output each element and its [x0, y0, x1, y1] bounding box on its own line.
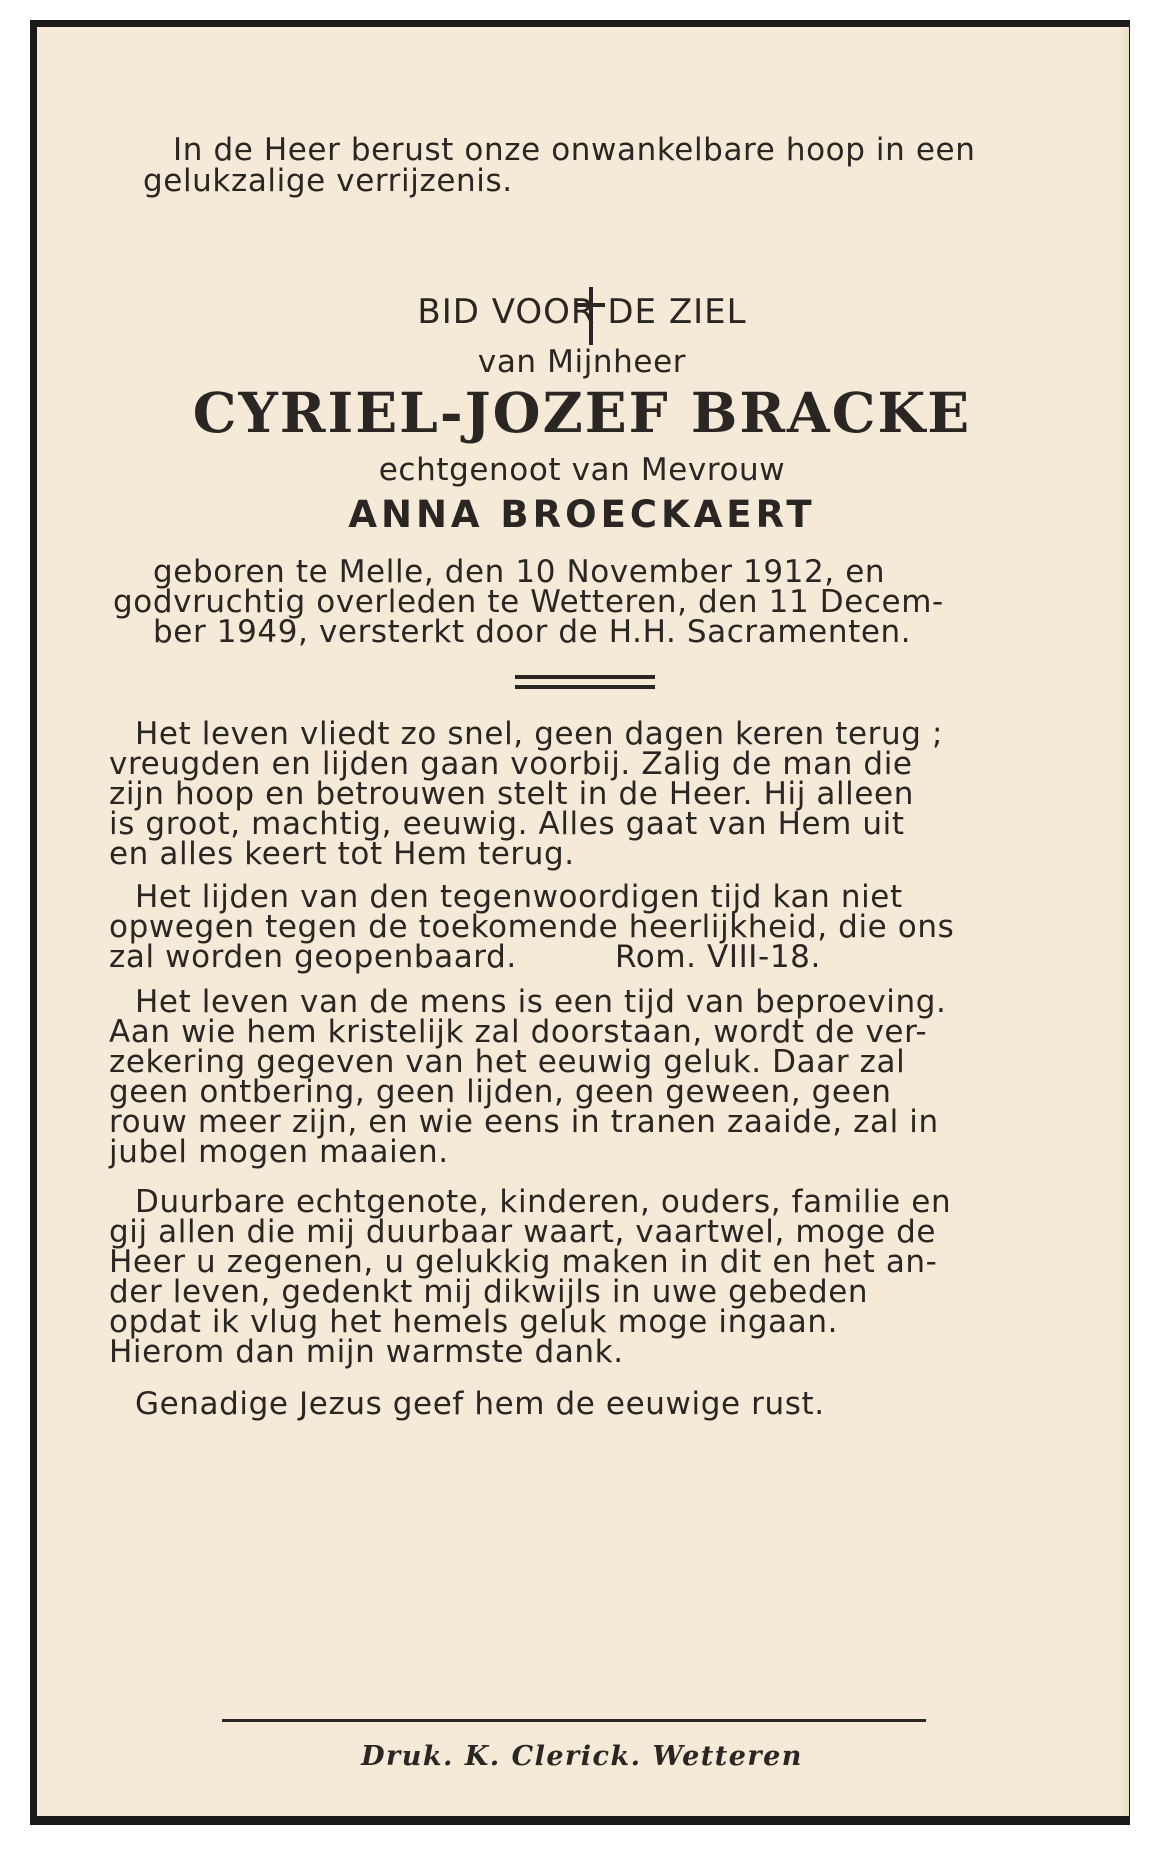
- closing-prayer: Genadige Jezus geef hem de eeuwige rust.: [135, 1386, 825, 1422]
- para4-line-2: gij allen die mij duurbaar waart, vaartwel, moge de: [109, 1214, 937, 1250]
- para3-line-3: zekering gegeven van het eeuwig geluk. Daar zal: [109, 1044, 906, 1080]
- para1-line-5: en alles keert tot Hem terug.: [109, 836, 575, 872]
- life-line-3: ber 1949, versterkt door de H.H. Sacramenten.: [153, 614, 912, 650]
- opening-line-2: gelukzalige verrijzenis.: [143, 163, 513, 199]
- para1-line-3: zijn hoop en betrouwen stelt in de Heer. Hij alleen: [109, 776, 914, 812]
- card-content: [37, 27, 1127, 1816]
- para2-line-2: opwegen tegen de toekomende heerlijkheid, die ons: [109, 909, 955, 945]
- para4-line-1: Duurbare echtgenote, kinderen, ouders, familie en: [135, 1184, 952, 1220]
- title-prefix: van Mijnheer: [477, 344, 687, 380]
- para2-line-1: Het lijden van den tegenwoordigen tijd kan niet: [135, 879, 903, 915]
- para1-line-1: Het leven vliedt zo snel, geen dagen keren terug ;: [135, 716, 944, 752]
- para1-line-4: is groot, machtig, eeuwig. Alles gaat van Hem uit: [109, 806, 905, 842]
- spouse-prefix: echtgenoot van Mevrouw: [378, 452, 786, 488]
- para2-line-3: zal worden geopenbaard.: [109, 939, 517, 975]
- opening-line-1: In de Heer berust onze onwankelbare hoop in een: [173, 132, 976, 168]
- memorial-card: [30, 20, 1130, 1825]
- double-rule-bottom: [515, 685, 655, 689]
- deceased-name: CYRIEL-JOZEF BRACKE: [192, 380, 972, 445]
- para3-line-1: Het leven van de mens is een tijd van beproeving.: [135, 984, 947, 1020]
- para3-line-5: rouw meer zijn, en wie eens in tranen zaaide, zal in: [109, 1104, 939, 1140]
- para3-line-2: Aan wie hem kristelijk zal doorstaan, wordt de ver-: [109, 1014, 928, 1050]
- para4-line-3: Heer u zegenen, u gelukkig maken in dit en het an-: [109, 1244, 938, 1280]
- double-rule-top: [515, 675, 655, 679]
- para4-line-6: Hierom dan mijn warmste dank.: [109, 1334, 624, 1370]
- bottom-rule: [222, 1719, 926, 1722]
- life-line-1: geboren te Melle, den 10 November 1912, en: [153, 554, 886, 590]
- printer-imprint: Druk. K. Clerick. Wetteren: [361, 1741, 803, 1772]
- para4-line-4: der leven, gedenkt mij dikwijls in uwe gebeden: [109, 1274, 869, 1310]
- para3-line-4: geen ontbering, geen lijden, geen geween, geen: [109, 1074, 892, 1110]
- heading-bid-voor-de-ziel: BID VOOR DE ZIEL: [417, 292, 747, 332]
- para4-line-5: opdat ik vlug het hemels geluk moge ingaan.: [109, 1304, 839, 1340]
- para2-reference: Rom. VIII-18.: [615, 939, 821, 975]
- spouse-name: ANNA BROECKAERT: [348, 493, 816, 536]
- life-line-2: godvruchtig overleden te Wetteren, den 11 Decem-: [113, 584, 944, 620]
- para3-line-6: jubel mogen maaien.: [109, 1134, 449, 1170]
- para1-line-2: vreugden en lijden gaan voorbij. Zalig de man die: [109, 746, 913, 782]
